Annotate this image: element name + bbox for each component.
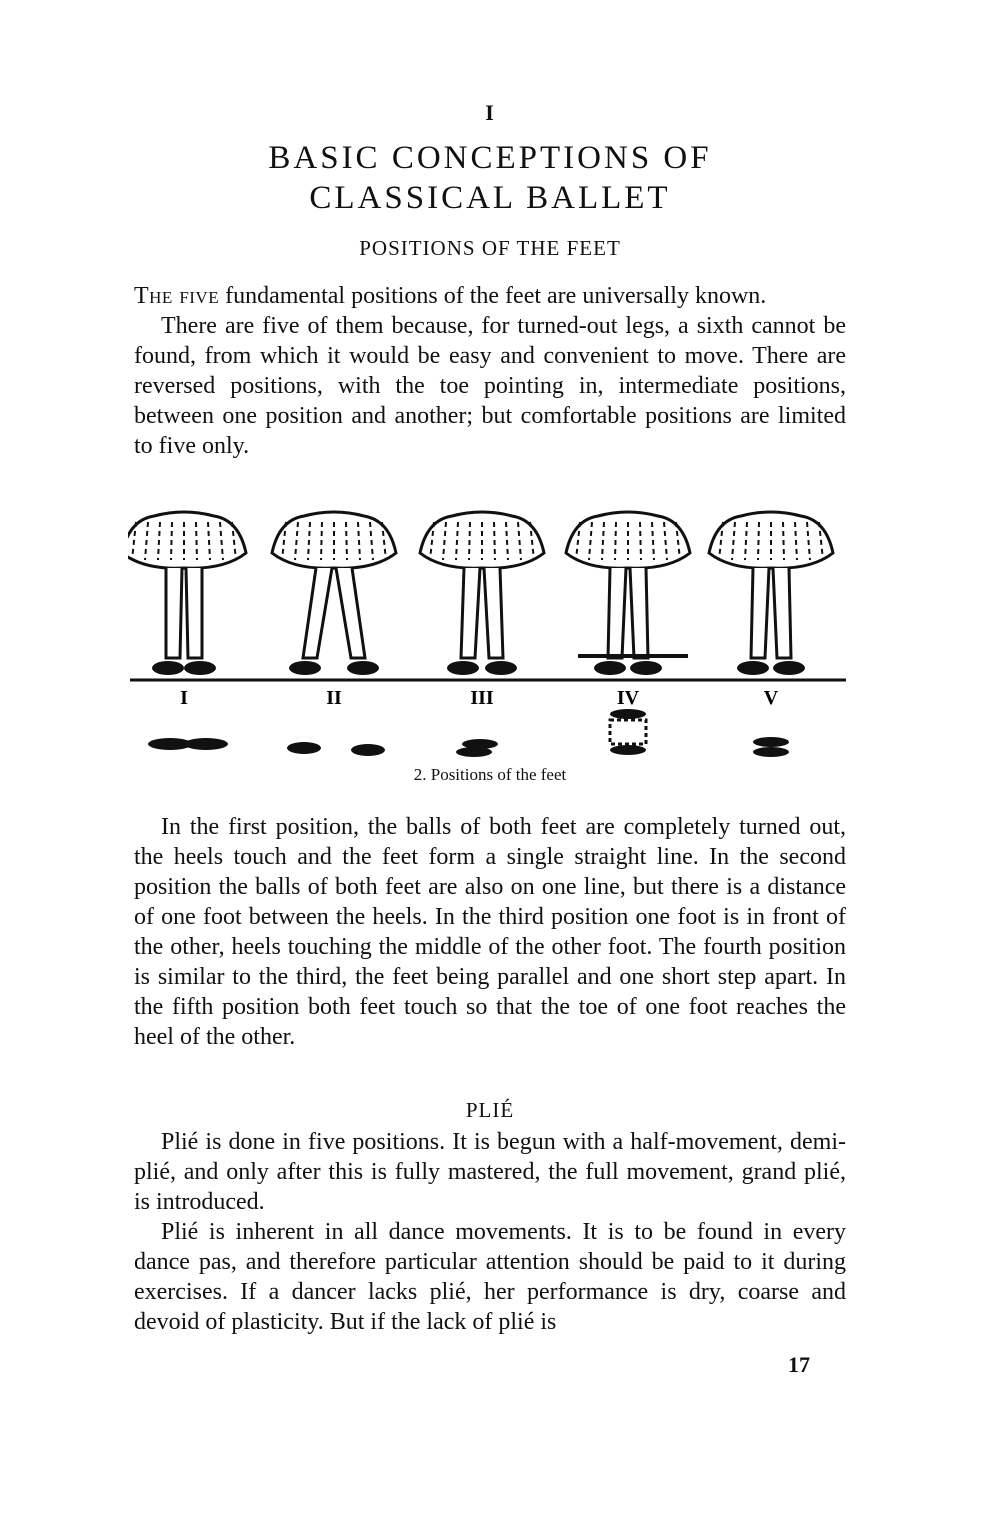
ballet-shoe [289, 661, 321, 675]
chapter-title-line-2: CLASSICAL BALLET [309, 180, 671, 216]
footprint [287, 742, 385, 756]
positions-figure [128, 508, 848, 778]
position-label: II [326, 687, 342, 709]
ballet-shoe [347, 661, 379, 675]
ballet-shoe [184, 661, 216, 675]
left-leg [461, 568, 480, 658]
position-label: III [470, 687, 494, 709]
dancer-figure [420, 512, 544, 675]
ballet-shoe [594, 661, 626, 675]
footprint [753, 737, 789, 757]
ballet-shoe [485, 661, 517, 675]
position-label: V [763, 687, 779, 709]
figure-caption: 2. Positions of the feet [413, 765, 567, 784]
right-leg [773, 568, 791, 658]
paragraph-2: There are five of them because, for turned-out legs, a sixth cannot be found, from which it would be easy and convenient to move. There are reversed positions, with the toe pointing in, intermediate positions, between one position and another; but comfortable positions are limited to five only. [134, 313, 846, 459]
position-labels [180, 687, 779, 709]
chapter-number: I [485, 100, 495, 125]
footprint [456, 739, 498, 757]
footprint [148, 738, 228, 750]
intro-text [134, 281, 846, 461]
positions-description [134, 812, 846, 1052]
left-leg [166, 568, 182, 658]
position-label: IV [616, 687, 640, 709]
chapter-title-line-1: BASIC CONCEPTIONS OF [268, 140, 712, 176]
dancer-figure [272, 512, 396, 675]
footprint [610, 709, 646, 755]
dancer-illustrations [128, 512, 833, 675]
paragraph-1-body: fundamental positions of the feet are universally known. [219, 283, 767, 309]
plie-text [134, 1127, 846, 1337]
ballet-shoe [630, 661, 662, 675]
right-leg [336, 568, 365, 658]
paragraph-3: In the first position, the balls of both feet are completely turned out, the heels touch and the feet form a single straight line. In the second position the balls of both feet are also on one line, but there is a distance of one foot between the heels. In the third position one foot is in front of the other, heels touching the middle of the other foot. The fourth position is similar to the third, the feet being parallel and one short step apart. In the fifth position both feet touch so that the toe of one foot reaches the heel of the other. [134, 814, 846, 1050]
paragraph-1-lead: The five [134, 283, 220, 309]
dancer-figure [128, 512, 246, 675]
paragraph-1 [134, 281, 846, 311]
section-heading-positions: POSITIONS OF THE FEET [359, 236, 621, 260]
section-heading-plie: PLIÉ [465, 1098, 515, 1122]
left-leg [751, 568, 769, 658]
footprint-diagrams [148, 709, 789, 757]
paragraph-5: Plié is inherent in all dance movements. It is to be found in every dance pas, and therefore particular attention should be paid to it during exercises. If a dancer lacks plié, her performance is dry, coarse and devoid of plasticity. But if the lack of plié is [134, 1219, 846, 1335]
ballet-shoe [152, 661, 184, 675]
paragraph-4: Plié is done in five positions. It is begun with a half-movement, demi-plié, and only after this is fully mastered, the full movement, grand plié, is introduced. [134, 1129, 846, 1215]
left-leg [303, 568, 332, 658]
ballet-shoe [773, 661, 805, 675]
left-leg [608, 568, 626, 658]
page-number: 17 [788, 1352, 810, 1377]
ballet-shoe [447, 661, 479, 675]
dancer-figure [566, 512, 690, 675]
right-leg [186, 568, 202, 658]
chapter-title [0, 138, 980, 218]
right-leg [630, 568, 648, 658]
ballet-shoe [737, 661, 769, 675]
position-label: I [180, 687, 188, 709]
right-leg [484, 568, 503, 658]
dancer-figure [709, 512, 833, 675]
